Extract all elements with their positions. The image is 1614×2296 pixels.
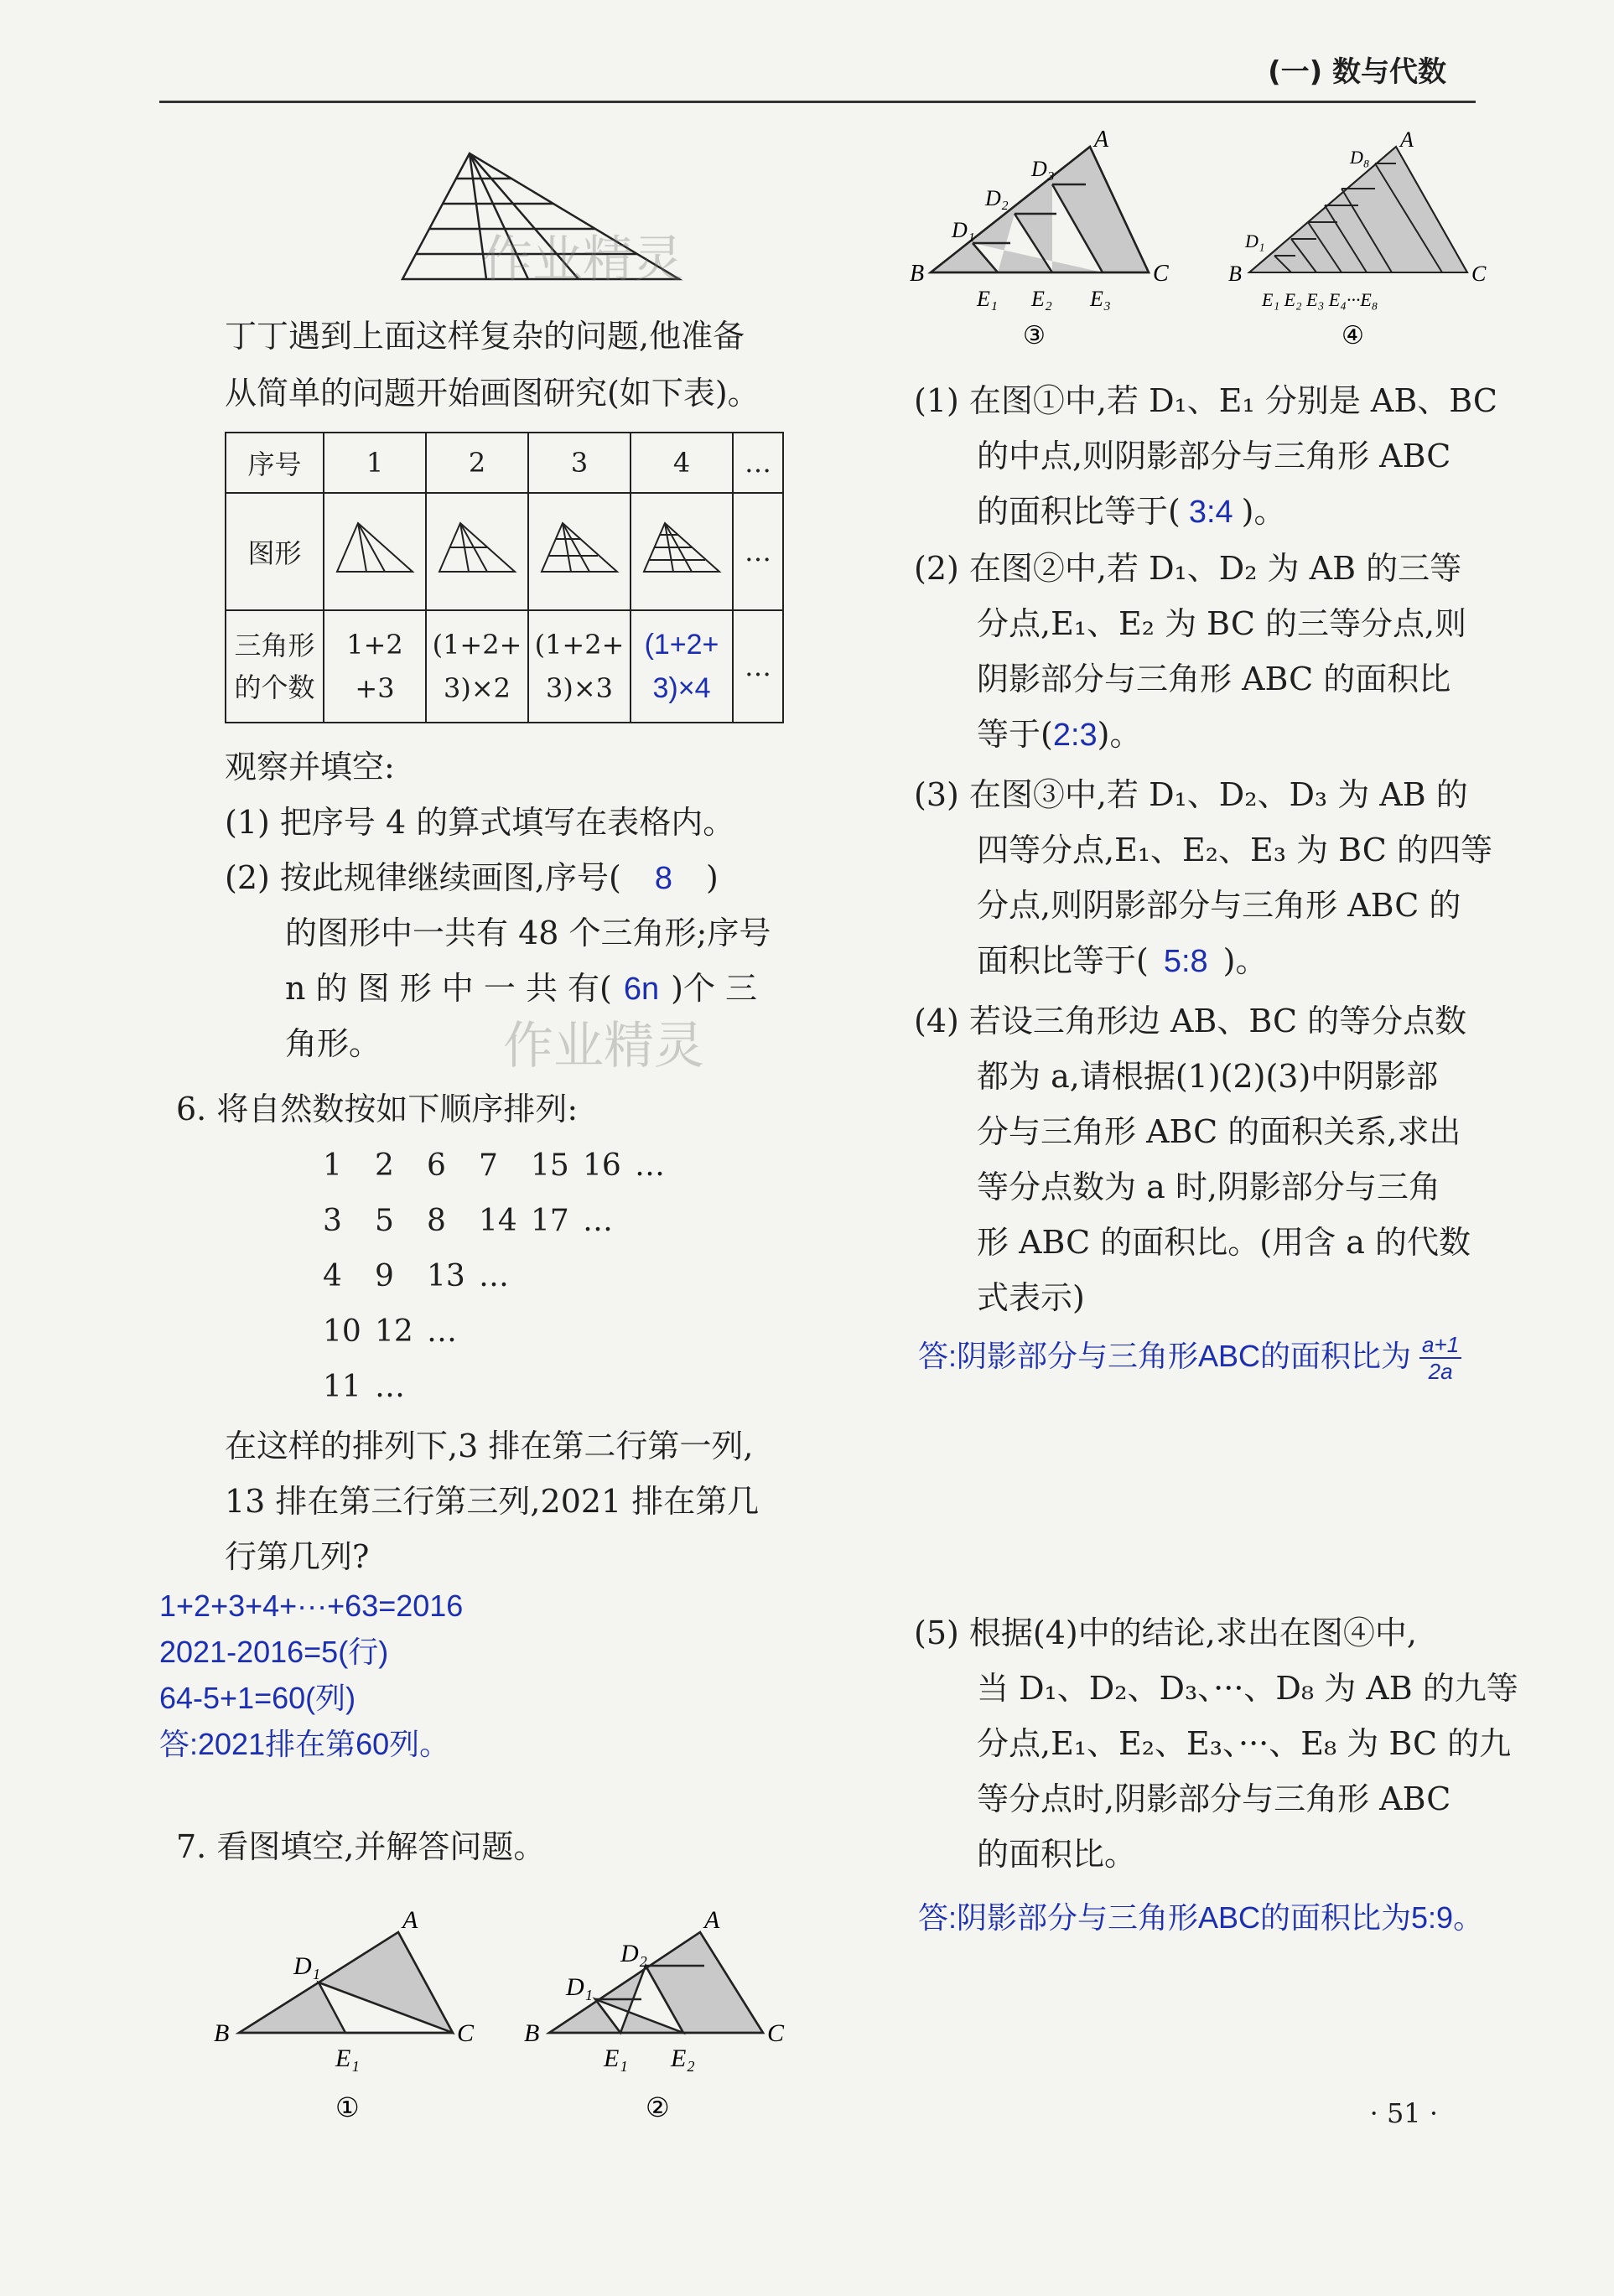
q6-answer: 1+2+3+4+···+63=2016 2021-2016=5(行) 64-5+1=60(列) 答:2021排在第60列。 — [159, 1589, 464, 1761]
q5-part1: (1) 把序号 4 的算式填写在表格内。 — [225, 804, 735, 841]
figure-label-1: ① — [335, 2092, 360, 2122]
figure-label-4: ④ — [1342, 322, 1364, 350]
svg-text:E₁: E₁ — [335, 2045, 360, 2072]
svg-text:E₁: E₁ — [604, 2045, 628, 2072]
q6-text3: 行第几列? — [225, 1538, 370, 1575]
table-row-label: 图形 — [226, 493, 324, 610]
svg-text:E₁ E₂ E₃ E₄···E₈: E₁ E₂ E₃ E₄···E₈ — [1262, 289, 1378, 310]
page-number: · 51 · — [1369, 2097, 1438, 2129]
q6-title: 6. 将自然数按如下顺序排列: — [176, 1091, 579, 1127]
figure-label-3: ③ — [1023, 322, 1046, 350]
table-more: … — [733, 493, 783, 610]
figure-1-diagram — [210, 1878, 495, 2129]
table-cell: 1+2 +3 — [324, 610, 426, 723]
q6-text2: 13 排在第三行第三列,2021 排在第几 — [225, 1483, 760, 1520]
intro-line2: 从简单的问题开始画图研究(如下表)。 — [225, 375, 760, 412]
table-cell: (1+2+ 3)×3 — [528, 610, 631, 723]
figure-4-diagram — [1224, 130, 1492, 356]
table-answer-cell: (1+2+ 3)×4 — [631, 610, 733, 723]
svg-text:A: A — [1094, 130, 1109, 153]
svg-text:A: A — [1400, 130, 1414, 152]
watermark: 作业精灵 — [503, 1017, 704, 1075]
q7-title: 7. 看图填空,并解答问题。 — [176, 1828, 546, 1865]
watermark: 作业精灵 — [482, 231, 683, 289]
table-header: 4 — [631, 433, 733, 493]
figure-label-2: ② — [646, 2092, 670, 2122]
figure-4 — [631, 493, 733, 610]
svg-text:D₈: D₈ — [1350, 147, 1370, 168]
number-row-1: 1 2 6 7 15 16 … — [323, 1148, 665, 1183]
number-row-3: 4 9 13 … — [323, 1259, 509, 1293]
figure-1 — [324, 493, 426, 610]
table-row-label: 三角形 的个数 — [226, 610, 324, 723]
q7-part4: (4) 若设三角形边 AB、BC 的等分点数 都为 a,请根据(1)(2)(3)中阴影部 分与三角形 ABC 的面积关系,求出 等分点数为 a 时,阴影部分与三角 形 ABC 的面积比。(用含 a 的代数 式表示) — [914, 1003, 1471, 1316]
svg-text:A: A — [704, 1906, 720, 1934]
table-header: 1 — [324, 433, 426, 493]
q7-part2: (2) 在图②中,若 D₁、D₂ 为 AB 的三等 分点,E₁、E₂ 为 BC 的三等分点,则 阴影部分与三角形 ABC 的面积比 等于(2:3)。 — [914, 550, 1467, 753]
table-header: … — [733, 433, 783, 493]
answer-8: 8 — [654, 861, 672, 896]
table-more: … — [733, 610, 783, 723]
q7-part5-answer: 答:阴影部分与三角形ABC的面积比为5:9。 — [918, 1900, 1484, 1935]
svg-text:C: C — [1471, 262, 1487, 286]
q7-part1: (1) 在图①中,若 D₁、E₁ 分别是 AB、BC 的中点,则阴影部分与三角形 ABC 的面积比等于( 3:4 )。 — [914, 382, 1497, 530]
svg-text:D₁: D₁ — [293, 1952, 321, 1980]
svg-text:D₃: D₃ — [1031, 157, 1055, 181]
figure-3-diagram — [906, 130, 1191, 356]
q5-part2-line3: n 的 图 形 中 一 共 有( 6n )个 三 — [285, 970, 758, 1007]
svg-text:E₃: E₃ — [1090, 287, 1111, 311]
svg-text:A: A — [402, 1906, 418, 1934]
q5-part2-line2: 的图形中一共有 48 个三角形;序号 — [285, 915, 771, 951]
q6-text1: 在这样的排列下,3 排在第二行第一列, — [225, 1428, 754, 1464]
svg-text:C: C — [457, 2019, 475, 2047]
svg-text:D₁: D₁ — [952, 218, 975, 242]
figure-2 — [426, 493, 528, 610]
svg-text:C: C — [1153, 261, 1169, 287]
q7-part3: (3) 在图③中,若 D₁、D₂、D₃ 为 AB 的 四等分点,E₁、E₂、E₃ 为 BC 的四等 分点,则阴影部分与三角形 ABC 的 面积比等于( 5:8 )。 — [914, 776, 1492, 979]
q5-part2-line4: 角形。 — [285, 1025, 381, 1062]
svg-text:E₂: E₂ — [1031, 287, 1052, 311]
q7-part5: (5) 根据(4)中的结论,求出在图④中, 当 D₁、D₂、D₃、···、D₈ 为 AB 的九等 分点,E₁、E₂、E₃、···、E₈ 为 BC 的九 等分点时,阴影部分与三角形 ABC 的面积比。 — [914, 1614, 1518, 1873]
number-row-5: 11 … — [323, 1370, 405, 1404]
figure-3 — [528, 493, 631, 610]
table-header: 序号 — [226, 433, 324, 493]
number-row-4: 10 12 … — [323, 1314, 457, 1349]
svg-text:C: C — [767, 2019, 785, 2047]
answer-3-4: 3:4 — [1188, 495, 1233, 530]
intro-line1: 丁丁遇到上面这样复杂的问题,他准备 — [225, 318, 745, 355]
svg-text:B: B — [214, 2019, 230, 2047]
figure-2-diagram — [520, 1878, 805, 2129]
svg-text:B: B — [910, 261, 925, 287]
header-rule — [159, 101, 1476, 103]
q7-part4-answer: 答:阴影部分与三角形ABC的面积比为 $\frac{a+1}{2a}$ — [918, 1329, 1461, 1384]
svg-text:D₂: D₂ — [620, 1940, 648, 1967]
table-header: 2 — [426, 433, 528, 493]
svg-text:E₁: E₁ — [977, 287, 998, 311]
q5-part2-line1: (2) 按此规律继续画图,序号( 8 ) — [225, 859, 719, 896]
svg-text:B: B — [1228, 262, 1242, 286]
answer-5-8: 5:8 — [1163, 944, 1208, 979]
answer-6n: 6n — [623, 972, 660, 1007]
svg-text:D₂: D₂ — [985, 186, 1009, 210]
svg-text:E₂: E₂ — [671, 2045, 695, 2072]
sequence-table — [225, 432, 784, 723]
table-header: 3 — [528, 433, 631, 493]
svg-text:D₁: D₁ — [566, 1973, 594, 2001]
answer-2-3: 2:3 — [1052, 718, 1098, 753]
table-cell: (1+2+ 3)×2 — [426, 610, 528, 723]
observe-label: 观察并填空: — [225, 749, 395, 785]
svg-text:B: B — [524, 2019, 540, 2047]
section-title: (一) 数与代数 — [1268, 55, 1446, 89]
number-row-2: 3 5 8 14 17 … — [323, 1204, 613, 1238]
svg-text:D₁: D₁ — [1245, 231, 1265, 251]
